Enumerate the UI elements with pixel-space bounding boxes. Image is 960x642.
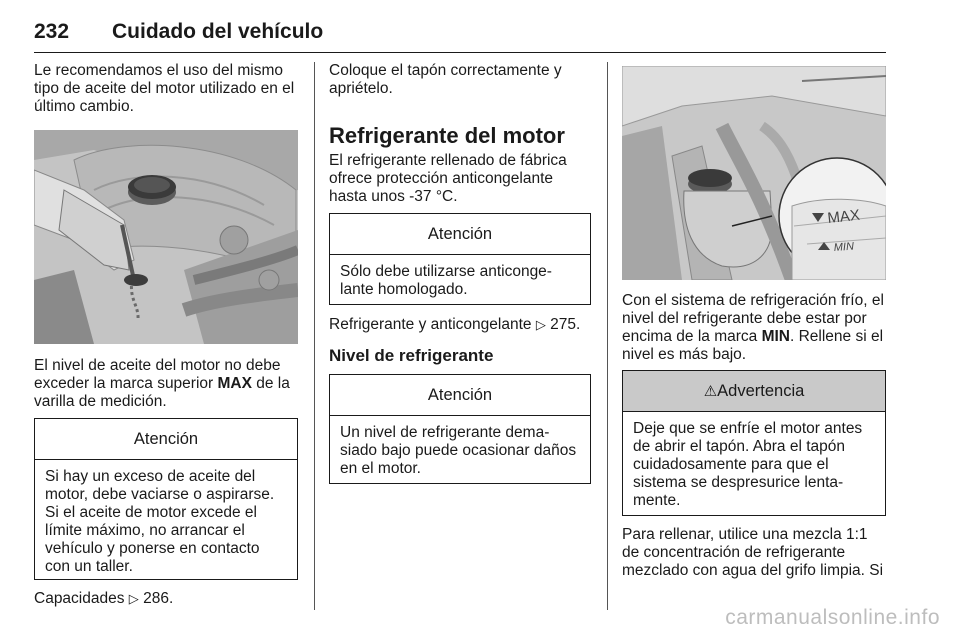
oil-level-text: El nivel de aceite del motor no debe exceder la marca superior MAX de la varilla de medición.: [34, 357, 290, 410]
caution-body: Un nivel de refrigerante dema- siado bajo puede ocasionar daños en el motor.: [340, 424, 577, 477]
page-ref-arrow-icon: ▷: [535, 317, 546, 332]
page-number: 232: [34, 20, 70, 43]
coolant-heading: Refrigerante del motor: [329, 123, 565, 148]
caution-title: Atención: [330, 375, 590, 416]
warning-title: Advertencia: [717, 382, 805, 400]
caution-title: Atención: [35, 419, 297, 460]
warning-triangle-icon: ⚠: [703, 383, 718, 400]
page-ref-arrow-icon: ▷: [128, 591, 139, 606]
max-mark-label: MAX: [217, 375, 252, 392]
max-mark-label: MAX: [826, 206, 861, 227]
oil-caution-box: [34, 418, 298, 580]
coolant-level-caution-box: [329, 374, 591, 484]
min-mark-label: MIN: [833, 240, 855, 254]
engine-oil-filler-illustration: [34, 130, 298, 344]
caution-title: Atención: [330, 214, 590, 255]
caution-body: Si hay un exceso de aceite del motor, debe vaciarse o aspirarse. Si el aceite de motor excede el límite máximo, no arrancar el vehículo y ponerse en contacto con un taller.: [45, 468, 275, 575]
coolant-protection-text: El refrigerante rellenado de fábrica ofrece protección anticongelante hasta unos -37 °C.: [329, 152, 567, 205]
oil-intro-text: Le recomendamos el uso del mismo tipo de aceite del motor utilizado en el último cambio.: [34, 62, 295, 115]
refill-instruction-text: Para rellenar, utilice una mezcla 1:1 de concentración de refrigerante mezclado con agua del grifo limpia. Si: [622, 526, 884, 579]
caution-body: Sólo debe utilizarse anticonge- lante homologado.: [340, 263, 552, 298]
antifreeze-caution-box: [329, 213, 591, 305]
cap-instruction-text: Coloque el tapón correctamente y apriételo.: [329, 62, 562, 97]
page-header: [34, 0, 886, 53]
watermark: carmanualsonline.info: [725, 606, 940, 629]
antifreeze-reference: Refrigerante y anticongelante ▷ 275.: [329, 316, 581, 333]
column-divider: [607, 62, 608, 610]
cold-level-text: Con el sistema de refrigeración frío, el nivel del refrigerante debe estar por encima de la marca MIN. Rellene si el nivel es más bajo.: [622, 292, 884, 363]
min-mark-label: MIN: [761, 328, 790, 345]
coolant-reservoir-illustration: [622, 66, 886, 280]
section-title: Cuidado del vehículo: [112, 20, 324, 43]
column-divider: [314, 62, 315, 610]
warning-body: Deje que se enfríe el motor antes de abrir el tapón. Abra el tapón cuidadosamente para que el sistema se despresurice lenta- mente.: [633, 420, 863, 509]
warning-header: [623, 371, 885, 412]
coolant-level-heading: Nivel de refrigerante: [329, 346, 494, 365]
warning-box: [622, 370, 886, 516]
capacities-reference: Capacidades ▷ 286.: [34, 590, 174, 607]
